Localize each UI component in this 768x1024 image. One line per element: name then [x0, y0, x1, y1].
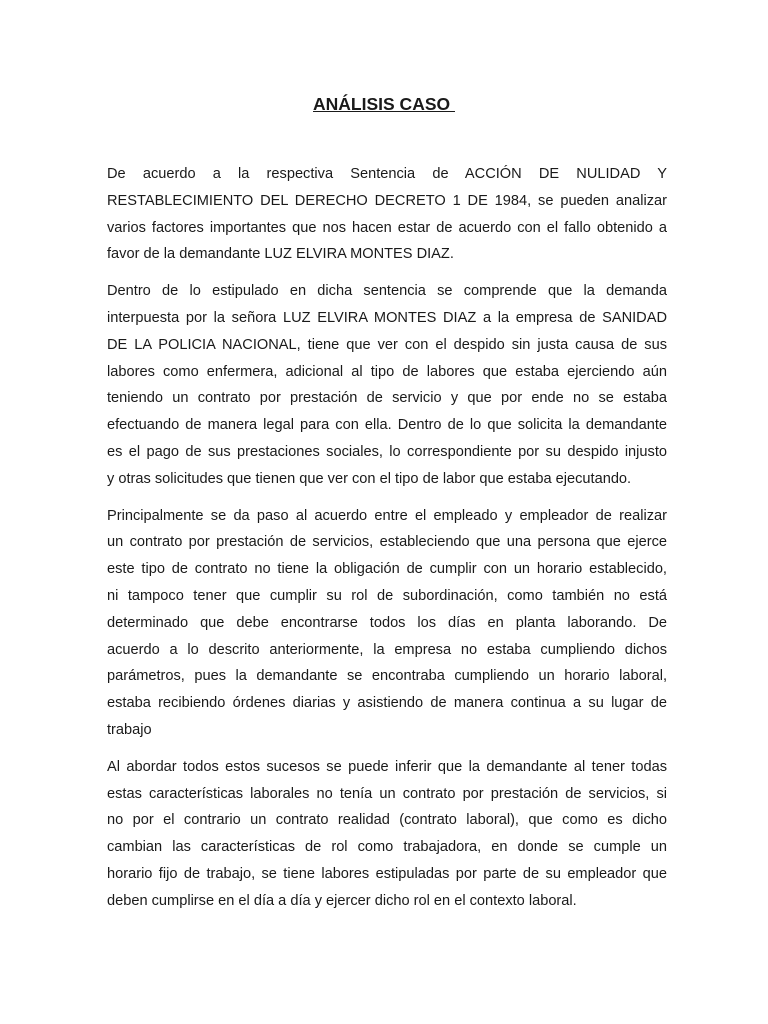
paragraph — [107, 754, 667, 915]
paragraph-line: y otras solicitudes que tienen que ver con el tipo de labor que estaba ejecutando. — [107, 470, 632, 487]
paragraph-line: De acuerdo a la respectiva Sentencia de ACCIÓN DE NULIDAD Y — [107, 166, 667, 182]
paragraph-line: deben cumplirse en el día a día y ejercer dicho rol en el contexto laboral. — [107, 892, 577, 909]
paragraph — [107, 503, 667, 744]
paragraph-line: ni tampoco tener que cumplir su rol de subordinación, como también no está — [107, 587, 667, 604]
paragraph-line: cambian las características de rol como trabajadora, en donde se cumple un — [107, 839, 667, 856]
paragraph-line: un contrato por prestación de servicios, estableciendo que una persona que ejerce — [107, 534, 667, 551]
paragraph-line: acuerdo a lo descrito anteriormente, la empresa no estaba cumpliendo dichos — [107, 641, 667, 658]
paragraph — [107, 161, 667, 268]
paragraph — [107, 278, 667, 492]
paragraph-line: interpuesta por la señora LUZ ELVIRA MONTES DIAZ a la empresa de SANIDAD — [107, 309, 667, 326]
paragraph-line: DE LA POLICIA NACIONAL, tiene que ver con el despido sin justa causa de sus — [107, 336, 667, 353]
paragraph-line: Principalmente se da paso al acuerdo entre el empleado y empleador de realizar — [107, 507, 667, 524]
paragraph-line: labores como enfermera, adicional al tipo de labores que estaba ejerciendo aún — [107, 363, 667, 380]
paragraph-line: teniendo un contrato por prestación de servicio y que por ende no se estaba — [107, 390, 667, 407]
title-text: ANÁLISIS CASO — [313, 94, 455, 114]
paragraph-line: Al abordar todos estos sucesos se puede inferir que la demandante al tener todas — [107, 758, 667, 775]
paragraph-line: favor de la demandante LUZ ELVIRA MONTES DIAZ. — [107, 246, 454, 263]
paragraph-line: parámetros, pues la demandante se encontraba cumpliendo un horario laboral, — [107, 668, 667, 685]
paragraph-line: efectuando de manera legal para con ella. Dentro de lo que solicita la demandante — [107, 417, 667, 434]
document-body — [107, 161, 667, 925]
paragraph-line: varios factores importantes que nos hacen estar de acuerdo con el fallo obtenido a — [107, 219, 667, 236]
document-title — [0, 94, 768, 115]
paragraph-line: determinado que debe encontrarse todos los días en planta laborando. De — [107, 614, 667, 631]
paragraph-line: trabajo — [107, 721, 152, 738]
paragraph-line: estaba recibiendo órdenes diarias y asistiendo de manera continua a su lugar de — [107, 695, 667, 712]
paragraph-line: es el pago de sus prestaciones sociales, lo correspondiente por su despido injusto — [107, 443, 667, 460]
paragraph-line: estas características laborales no tenía un contrato por prestación de servicios, si — [107, 785, 667, 802]
paragraph-line: este tipo de contrato no tiene la obligación de cumplir con un horario establecido, — [107, 561, 667, 578]
paragraph-line: horario fijo de trabajo, se tiene labores estipuladas por parte de su empleador que — [107, 865, 667, 882]
paragraph-line: Dentro de lo estipulado en dicha sentencia se comprende que la demanda — [107, 283, 667, 300]
paragraph-line: RESTABLECIMIENTO DEL DERECHO DECRETO 1 DE 1984, se pueden analizar — [107, 192, 667, 209]
paragraph-line: no por el contrario un contrato realidad (contrato laboral), que como es dicho — [107, 812, 667, 829]
